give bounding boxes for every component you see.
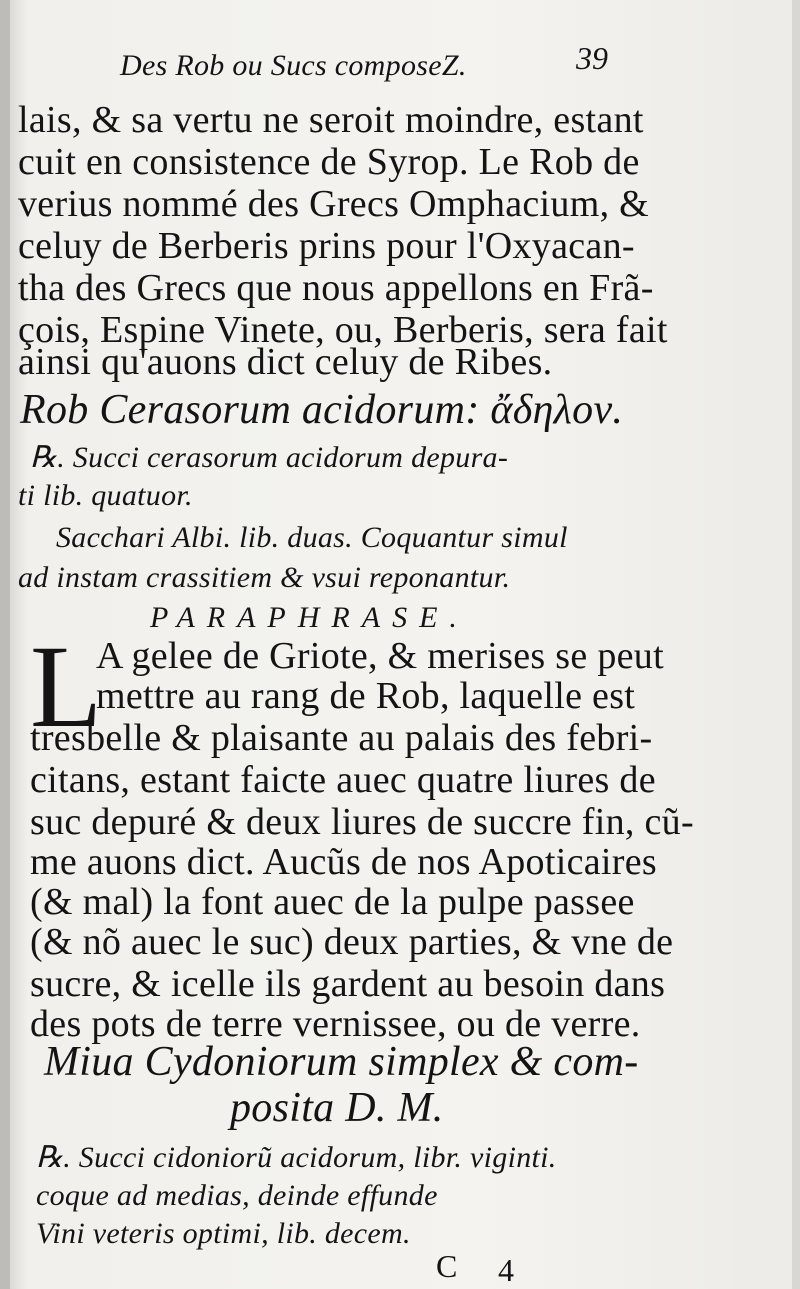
page-gutter-shadow — [0, 0, 10, 1289]
text-line: sucre, & icelle ils gardent au besoin dans — [30, 963, 666, 1005]
paraphrase-heading: PARAPHRASE. — [150, 601, 469, 634]
text-line: tresbelle & plaisante au palais des febri- — [30, 717, 653, 759]
signature-mark: C — [436, 1248, 458, 1284]
recipe-line: Sacchari Albi. lib. duas. Coquantur simul — [56, 521, 568, 554]
recipe-line: ℞. Succi cerasorum acidorum depura- — [30, 441, 509, 474]
text-line: tha des Grecs que nous appellons en Frã- — [18, 267, 654, 309]
text-line: mettre au rang de Rob, laquelle est — [96, 675, 636, 717]
text-line: me auons dict. Aucũs de nos Apoticaires — [30, 841, 657, 883]
section-title: posita D. M. — [230, 1085, 444, 1131]
running-title: Des Rob ou Sucs composeZ. — [120, 49, 467, 82]
recipe-line: Vini veteris optimi, lib. decem. — [36, 1217, 411, 1250]
page-edge — [792, 0, 800, 1289]
text-line: lais, & sa vertu ne seroit moindre, estant — [18, 99, 644, 141]
recipe-line: ℞. Succi cidoniorũ acidorum, libr. viginti. — [36, 1141, 557, 1174]
text-line: citans, estant faicte auec quatre liures de — [30, 759, 656, 801]
recipe-line: coque ad medias, deinde effunde — [36, 1179, 438, 1212]
text-line: des pots de terre vernissee, ou de verre. — [30, 1003, 641, 1045]
text-line: çois, Espine Vinete, ou, Berberis, sera fait — [18, 309, 668, 351]
section-title: Rob Cerasorum acidorum: ἄδηλον. — [20, 387, 624, 433]
text-line: cuit en consistence de Syrop. Le Rob de — [18, 141, 640, 183]
recipe-line: ti lib. quatuor. — [18, 479, 193, 512]
section-title: Miua Cydoniorum simplex & com- — [44, 1039, 639, 1085]
text-line: suc depuré & deux liures de succre fin, cũ- — [30, 801, 694, 843]
text-line: ainsi qu'auons dict celuy de Ribes. — [18, 341, 553, 383]
recipe-line: ad instam crassitiem & vsui reponantur. — [18, 561, 511, 594]
text-line: A gelee de Griote, & merises se peut — [96, 635, 664, 677]
text-line: (& mal) la font auec de la pulpe passee — [30, 881, 635, 923]
page-number: 39 — [576, 40, 608, 76]
signature-number: 4 — [498, 1252, 514, 1288]
text-line: (& nõ auec le suc) deux parties, & vne de — [30, 921, 674, 963]
drop-cap: L — [30, 621, 103, 752]
text-line: celuy de Berberis prins pour l'Oxyacan- — [18, 225, 635, 267]
text-line: verius nommé des Grecs Omphacium, & — [18, 183, 650, 225]
